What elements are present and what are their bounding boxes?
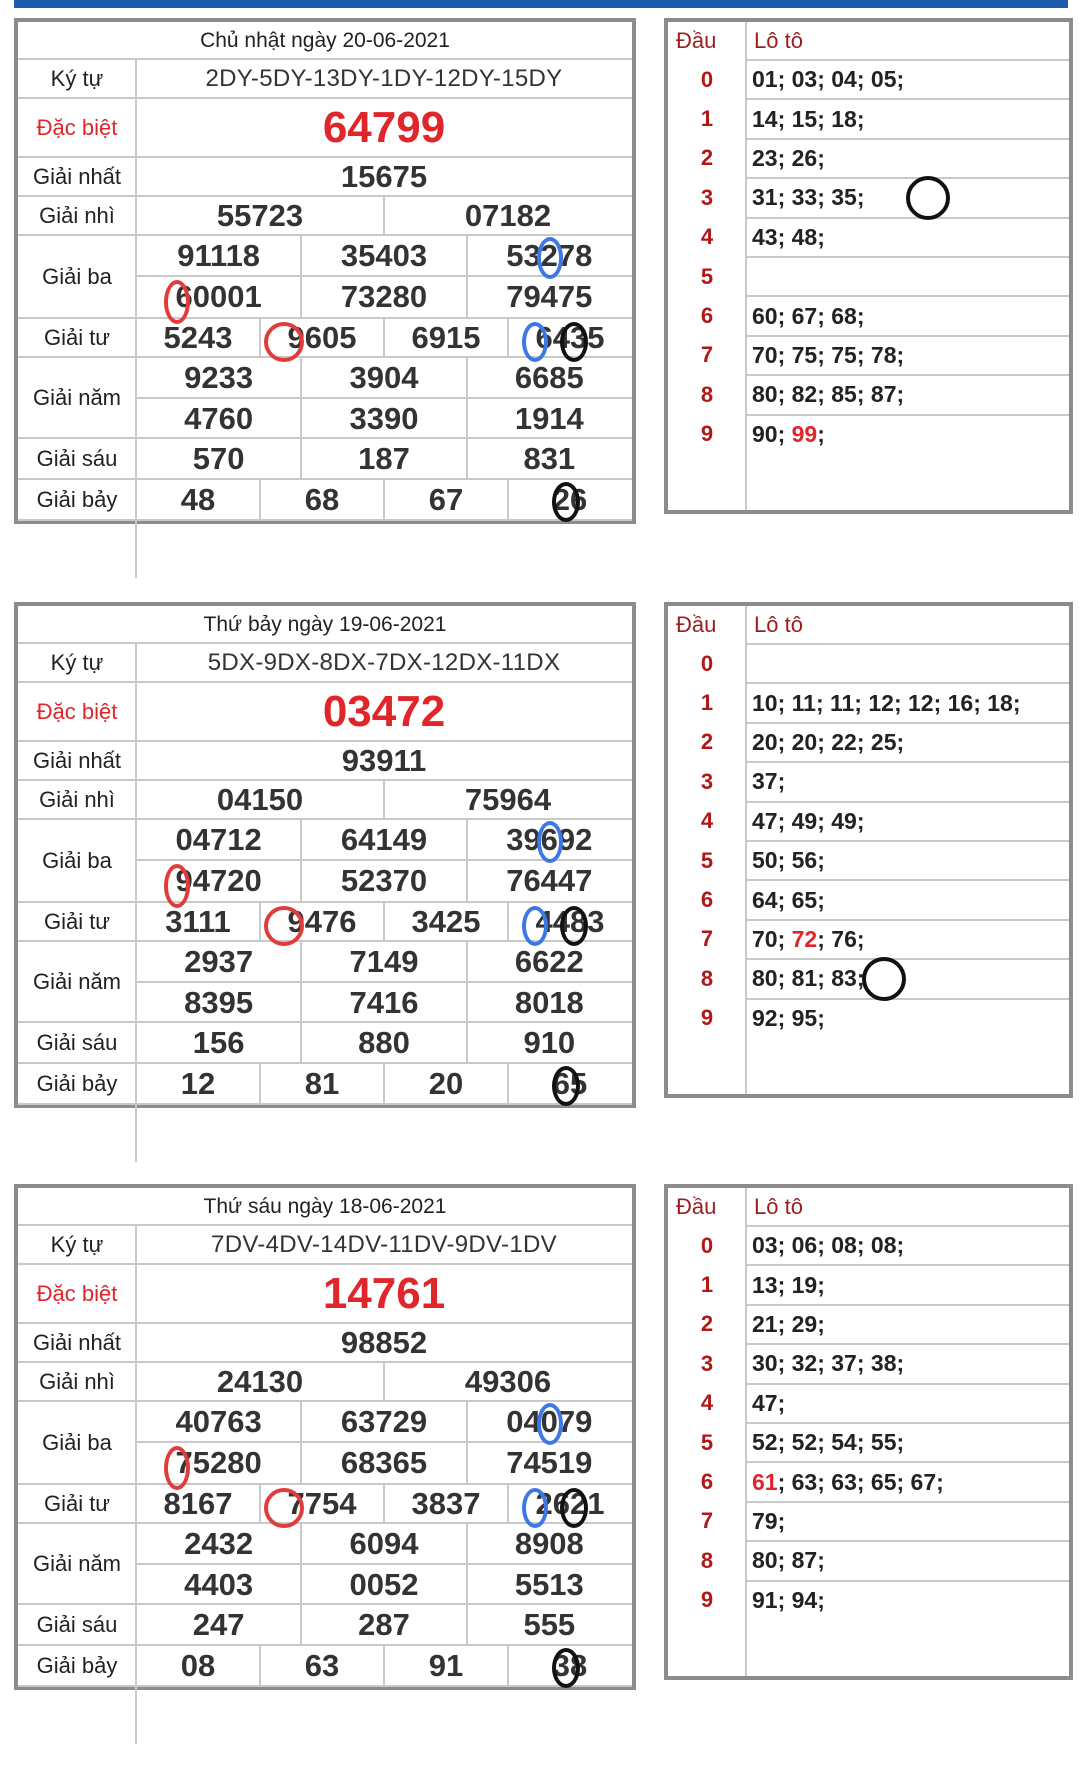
column-divider bbox=[300, 819, 302, 902]
third-prize-value: 04079 bbox=[506, 1403, 593, 1439]
loto-head-digit: 9 bbox=[700, 1005, 714, 1031]
column-divider bbox=[300, 941, 302, 1022]
loto-head-digit: 5 bbox=[700, 847, 714, 873]
third-prize-value: 79475 bbox=[506, 278, 593, 314]
third-prize-value: 40763 bbox=[175, 1403, 262, 1439]
column-divider bbox=[466, 1401, 468, 1484]
column-divider bbox=[383, 780, 385, 819]
special-prize-value: 14761 bbox=[322, 1268, 446, 1318]
loto-head-digit: 8 bbox=[700, 381, 714, 407]
loto-head-digit: 1 bbox=[700, 690, 714, 716]
third-prize-value: 39692 bbox=[506, 821, 593, 857]
column-divider bbox=[259, 902, 261, 941]
third-prize-value: 60001 bbox=[175, 278, 262, 314]
fifth-prize-value: 0052 bbox=[349, 1566, 419, 1602]
loto-head-digit: 8 bbox=[700, 1547, 714, 1573]
loto-head-digit: 7 bbox=[700, 342, 714, 368]
fifth-prize-value: 4403 bbox=[184, 1566, 254, 1602]
fifth-prize-value: 4760 bbox=[184, 400, 254, 436]
results-table bbox=[14, 18, 636, 524]
fifth-prize-value: 3390 bbox=[349, 400, 419, 436]
loto-head-digit: 1 bbox=[700, 1272, 714, 1298]
second-prize-value: 49306 bbox=[464, 1363, 552, 1399]
column-divider bbox=[300, 357, 302, 438]
loto-numbers: 43; 48; bbox=[752, 223, 825, 250]
loto-numbers: 30; 32; 37; 38; bbox=[752, 1350, 905, 1377]
seventh-prize-value: 65 bbox=[552, 1065, 588, 1101]
loto-numbers: 80; 87; bbox=[752, 1547, 825, 1574]
prize-label-dac-biet: Đặc biệt bbox=[36, 698, 118, 724]
column-divider bbox=[300, 1523, 302, 1604]
fourth-prize-value: 7754 bbox=[287, 1485, 357, 1521]
second-prize-value: 07182 bbox=[464, 197, 552, 233]
column-divider bbox=[259, 1645, 261, 1686]
loto-numbers bbox=[746, 257, 1069, 296]
fourth-prize-value: 3425 bbox=[411, 903, 481, 939]
seventh-prize-value: 20 bbox=[428, 1065, 464, 1101]
prize-label-giai-nhi: Giải nhì bbox=[39, 1368, 115, 1394]
prize-label-giai-sau: Giải sáu bbox=[36, 1029, 118, 1055]
column-divider bbox=[383, 1063, 385, 1104]
loto-header-dau: Đầu bbox=[676, 28, 717, 53]
prize-label-giai-nhi: Giải nhì bbox=[39, 202, 115, 228]
loto-numbers: 10; 11; 11; 12; 12; 16; 18; bbox=[752, 689, 1021, 716]
column-divider bbox=[466, 357, 468, 438]
third-prize-value: 52370 bbox=[340, 862, 428, 898]
loto-numbers: 91; 94; bbox=[752, 1586, 825, 1613]
third-prize-value: 68365 bbox=[340, 1444, 428, 1480]
loto-head-digit: 4 bbox=[700, 808, 714, 834]
fifth-prize-value: 8395 bbox=[184, 984, 254, 1020]
loto-head-digit: 0 bbox=[700, 1232, 714, 1258]
seventh-prize-value: 67 bbox=[428, 481, 464, 517]
loto-header-loto: Lô tô bbox=[754, 28, 803, 53]
loto-numbers: 37; bbox=[752, 768, 786, 795]
loto-special-number: 72 bbox=[791, 925, 818, 952]
loto-numbers: 13; 19; bbox=[752, 1271, 825, 1298]
loto-head-digit: 9 bbox=[700, 421, 714, 447]
fifth-prize-value: 2432 bbox=[184, 1525, 254, 1561]
column-divider bbox=[383, 196, 385, 235]
sixth-prize-value: 570 bbox=[192, 440, 245, 476]
loto-numbers: 23; 26; bbox=[752, 144, 825, 171]
loto-numbers: 31; 33; 35; bbox=[752, 184, 865, 211]
sixth-prize-value: 555 bbox=[523, 1606, 576, 1642]
column-divider bbox=[466, 819, 468, 902]
loto-head-digit: 1 bbox=[700, 106, 714, 132]
column-divider bbox=[507, 479, 509, 520]
top-banner-strip bbox=[14, 0, 1068, 8]
loto-numbers: 52; 52; 54; 55; bbox=[752, 1429, 905, 1456]
loto-numbers: 47; bbox=[752, 1389, 786, 1416]
draw-date-title: Thứ sáu ngày 18-06-2021 bbox=[203, 1194, 447, 1218]
prize-label-giai-tu: Giải tư bbox=[43, 324, 111, 350]
seventh-prize-value: 08 bbox=[180, 1647, 216, 1683]
loto-numbers: 61 ; 63; 63; 65; 67; bbox=[752, 1468, 944, 1495]
loto-numbers: 47; 49; 49; bbox=[752, 807, 865, 834]
third-prize-value: 75280 bbox=[175, 1444, 262, 1480]
loto-numbers: 01; 03; 04; 05; bbox=[752, 66, 905, 93]
fifth-prize-value: 8908 bbox=[514, 1525, 584, 1561]
column-divider bbox=[259, 1484, 261, 1523]
prize-label-giai-nam: Giải năm bbox=[32, 384, 122, 410]
loto-head-digit: 6 bbox=[700, 1469, 714, 1495]
fifth-prize-value: 9233 bbox=[184, 359, 254, 395]
loto-head-digit: 2 bbox=[700, 729, 714, 755]
column-divider bbox=[300, 1022, 302, 1063]
fourth-prize-value: 3837 bbox=[411, 1485, 481, 1521]
loto-head-digit: 7 bbox=[700, 926, 714, 952]
draw-date-title: Chủ nhật ngày 20-06-2021 bbox=[200, 28, 450, 52]
column-divider bbox=[383, 318, 385, 357]
seventh-prize-value: 26 bbox=[552, 481, 588, 517]
day-section bbox=[0, 1184, 1084, 1764]
prize-label-giai-sau: Giải sáu bbox=[36, 1611, 118, 1637]
column-divider bbox=[300, 1401, 302, 1484]
loto-head-digit: 8 bbox=[700, 965, 714, 991]
loto-numbers: 14; 15; 18; bbox=[752, 105, 865, 132]
fourth-prize-value: 9476 bbox=[287, 903, 357, 939]
loto-head-digit: 7 bbox=[700, 1508, 714, 1534]
symbols-value: 2DY-5DY-13DY-1DY-12DY-15DY bbox=[205, 64, 563, 92]
loto-head-digit: 5 bbox=[700, 263, 714, 289]
loto-head-digit: 0 bbox=[700, 650, 714, 676]
loto-special-number: 99 bbox=[791, 420, 818, 447]
prize-label-giai-nam: Giải năm bbox=[32, 968, 122, 994]
prize-label-giai-nhat: Giải nhất bbox=[32, 1329, 122, 1355]
day-section bbox=[0, 602, 1084, 1182]
sixth-prize-value: 831 bbox=[523, 440, 576, 476]
column-divider bbox=[466, 941, 468, 1022]
column-divider bbox=[383, 1645, 385, 1686]
prize-label-giai-ba: Giải ba bbox=[42, 847, 112, 873]
loto-table bbox=[664, 18, 1073, 514]
second-prize-value: 55723 bbox=[216, 197, 304, 233]
loto-header-loto: Lô tô bbox=[754, 1194, 803, 1219]
column-divider bbox=[466, 1604, 468, 1645]
column-divider bbox=[507, 902, 509, 941]
column-divider bbox=[259, 1063, 261, 1104]
results-table bbox=[14, 602, 636, 1108]
third-prize-value: 94720 bbox=[175, 862, 262, 898]
loto-numbers: 79; bbox=[752, 1507, 786, 1534]
loto-head-digit: 6 bbox=[700, 303, 714, 329]
prize-label-giai-ba: Giải ba bbox=[42, 1429, 112, 1455]
first-prize-value: 98852 bbox=[340, 1324, 428, 1360]
prize-label-dac-biet: Đặc biệt bbox=[36, 1280, 118, 1306]
column-divider bbox=[507, 1063, 509, 1104]
third-prize-value: 64149 bbox=[340, 821, 428, 857]
third-prize-value: 73280 bbox=[340, 278, 428, 314]
third-prize-value: 74519 bbox=[506, 1444, 593, 1480]
loto-numbers: 20; 20; 22; 25; bbox=[752, 728, 905, 755]
loto-head-digit: 2 bbox=[700, 1311, 714, 1337]
fifth-prize-value: 5513 bbox=[514, 1566, 584, 1602]
prize-label-giai-tu: Giải tư bbox=[43, 1490, 111, 1516]
column-divider bbox=[507, 318, 509, 357]
special-prize-value: 03472 bbox=[322, 686, 446, 736]
draw-date-title: Thứ bảy ngày 19-06-2021 bbox=[203, 612, 447, 636]
loto-header-dau: Đầu bbox=[676, 1194, 717, 1219]
loto-head-digit: 5 bbox=[700, 1429, 714, 1455]
loto-head-digit: 3 bbox=[700, 768, 714, 794]
sixth-prize-value: 880 bbox=[358, 1024, 410, 1060]
prize-label-giai-nhi: Giải nhì bbox=[39, 786, 115, 812]
third-prize-value: 63729 bbox=[340, 1403, 428, 1439]
loto-head-digit: 4 bbox=[700, 1390, 714, 1416]
sixth-prize-value: 247 bbox=[192, 1606, 245, 1642]
prize-label-ky-tu: Ký tự bbox=[50, 65, 104, 91]
column-divider bbox=[300, 235, 302, 318]
fifth-prize-value: 3904 bbox=[349, 359, 419, 395]
fourth-prize-value: 4483 bbox=[535, 903, 605, 939]
loto-numbers: 80; 82; 85; 87; bbox=[752, 381, 905, 408]
loto-numbers: 70; 75; 75; 78; bbox=[752, 341, 905, 368]
column-divider bbox=[383, 1484, 385, 1523]
column-divider bbox=[383, 1362, 385, 1401]
fourth-prize-value: 2621 bbox=[535, 1485, 605, 1521]
prize-label-giai-sau: Giải sáu bbox=[36, 445, 118, 471]
prize-label-giai-nam: Giải năm bbox=[32, 1550, 122, 1576]
fifth-prize-value: 8018 bbox=[514, 984, 584, 1020]
symbols-value: 7DV-4DV-14DV-11DV-9DV-1DV bbox=[211, 1230, 557, 1258]
column-divider bbox=[259, 318, 261, 357]
loto-numbers: 60; 67; 68; bbox=[752, 302, 865, 329]
column-divider bbox=[466, 235, 468, 318]
loto-special-number: 61 bbox=[752, 1468, 778, 1495]
first-prize-value: 15675 bbox=[340, 158, 428, 194]
seventh-prize-value: 63 bbox=[304, 1647, 340, 1683]
prize-label-ky-tu: Ký tự bbox=[50, 1231, 104, 1257]
fourth-prize-value: 6915 bbox=[411, 319, 481, 355]
second-prize-value: 75964 bbox=[464, 781, 552, 817]
column-divider bbox=[507, 1645, 509, 1686]
sixth-prize-value: 287 bbox=[358, 1606, 410, 1642]
fourth-prize-value: 3111 bbox=[165, 903, 231, 939]
prize-label-giai-nhat: Giải nhất bbox=[32, 163, 122, 189]
loto-table bbox=[664, 602, 1073, 1098]
results-table bbox=[14, 1184, 636, 1690]
column-divider bbox=[300, 438, 302, 479]
column-divider bbox=[300, 1604, 302, 1645]
column-divider bbox=[466, 1022, 468, 1063]
third-prize-value: 53278 bbox=[506, 237, 593, 273]
prize-label-giai-bay: Giải bảy bbox=[36, 1070, 118, 1096]
sixth-prize-value: 156 bbox=[192, 1024, 245, 1060]
day-section bbox=[0, 18, 1084, 598]
first-prize-value: 93911 bbox=[341, 742, 427, 778]
fourth-prize-value: 9605 bbox=[287, 319, 357, 355]
second-prize-value: 04150 bbox=[216, 781, 304, 817]
seventh-prize-value: 38 bbox=[552, 1647, 588, 1683]
third-prize-value: 04712 bbox=[175, 821, 262, 857]
fifth-prize-value: 6622 bbox=[514, 943, 584, 979]
loto-head-digit: 2 bbox=[700, 145, 714, 171]
third-prize-value: 35403 bbox=[340, 237, 428, 273]
loto-head-digit: 4 bbox=[700, 224, 714, 250]
loto-header-loto: Lô tô bbox=[754, 612, 803, 637]
fifth-prize-value: 6094 bbox=[349, 1525, 419, 1561]
seventh-prize-value: 91 bbox=[428, 1647, 464, 1683]
prize-label-giai-nhat: Giải nhất bbox=[32, 747, 122, 773]
seventh-prize-value: 48 bbox=[180, 481, 216, 517]
loto-numbers: 64; 65; bbox=[752, 886, 825, 913]
loto-numbers: 70; 72 ; 76; bbox=[752, 925, 865, 952]
prize-label-giai-bay: Giải bảy bbox=[36, 486, 118, 512]
fifth-prize-value: 7149 bbox=[349, 943, 419, 979]
loto-numbers: 80; 81; 83; bbox=[752, 965, 865, 992]
sixth-prize-value: 910 bbox=[523, 1024, 576, 1060]
fifth-prize-value: 1914 bbox=[514, 400, 584, 436]
loto-numbers: 50; 56; bbox=[752, 847, 825, 874]
fifth-prize-value: 6685 bbox=[514, 359, 584, 395]
prize-label-giai-ba: Giải ba bbox=[42, 263, 112, 289]
loto-table bbox=[664, 1184, 1073, 1680]
column-divider bbox=[507, 1484, 509, 1523]
seventh-prize-value: 68 bbox=[304, 481, 340, 517]
fourth-prize-value: 5243 bbox=[163, 319, 233, 355]
loto-numbers: 92; 95; bbox=[752, 1004, 825, 1031]
loto-numbers: 21; 29; bbox=[752, 1310, 825, 1337]
prize-label-ky-tu: Ký tự bbox=[50, 649, 104, 675]
column-divider bbox=[466, 1523, 468, 1604]
fourth-prize-value: 8167 bbox=[163, 1485, 233, 1521]
symbols-value: 5DX-9DX-8DX-7DX-12DX-11DX bbox=[207, 648, 561, 676]
loto-numbers: 03; 06; 08; 08; bbox=[752, 1232, 905, 1259]
fifth-prize-value: 2937 bbox=[184, 943, 254, 979]
prize-label-giai-tu: Giải tư bbox=[43, 908, 111, 934]
column-divider bbox=[383, 902, 385, 941]
sixth-prize-value: 187 bbox=[358, 440, 410, 476]
loto-head-digit: 0 bbox=[700, 66, 714, 92]
prize-label-giai-bay: Giải bảy bbox=[36, 1652, 118, 1678]
third-prize-value: 76447 bbox=[506, 862, 593, 898]
column-divider bbox=[466, 438, 468, 479]
column-divider bbox=[383, 479, 385, 520]
loto-numbers: 90; 99 ; bbox=[752, 420, 825, 447]
loto-head-digit: 9 bbox=[700, 1587, 714, 1613]
loto-head-digit: 3 bbox=[700, 1350, 714, 1376]
fourth-prize-value: 6435 bbox=[535, 319, 605, 355]
loto-numbers bbox=[746, 644, 1069, 683]
fifth-prize-value: 7416 bbox=[349, 984, 419, 1020]
seventh-prize-value: 81 bbox=[304, 1065, 340, 1101]
special-prize-value: 64799 bbox=[322, 102, 446, 152]
prize-label-dac-biet: Đặc biệt bbox=[36, 114, 118, 140]
column-divider bbox=[259, 479, 261, 520]
second-prize-value: 24130 bbox=[216, 1363, 304, 1399]
loto-head-digit: 3 bbox=[700, 184, 714, 210]
loto-head-digit: 6 bbox=[700, 887, 714, 913]
loto-header-dau: Đầu bbox=[676, 612, 717, 637]
seventh-prize-value: 12 bbox=[180, 1065, 216, 1101]
third-prize-value: 91118 bbox=[177, 237, 261, 273]
